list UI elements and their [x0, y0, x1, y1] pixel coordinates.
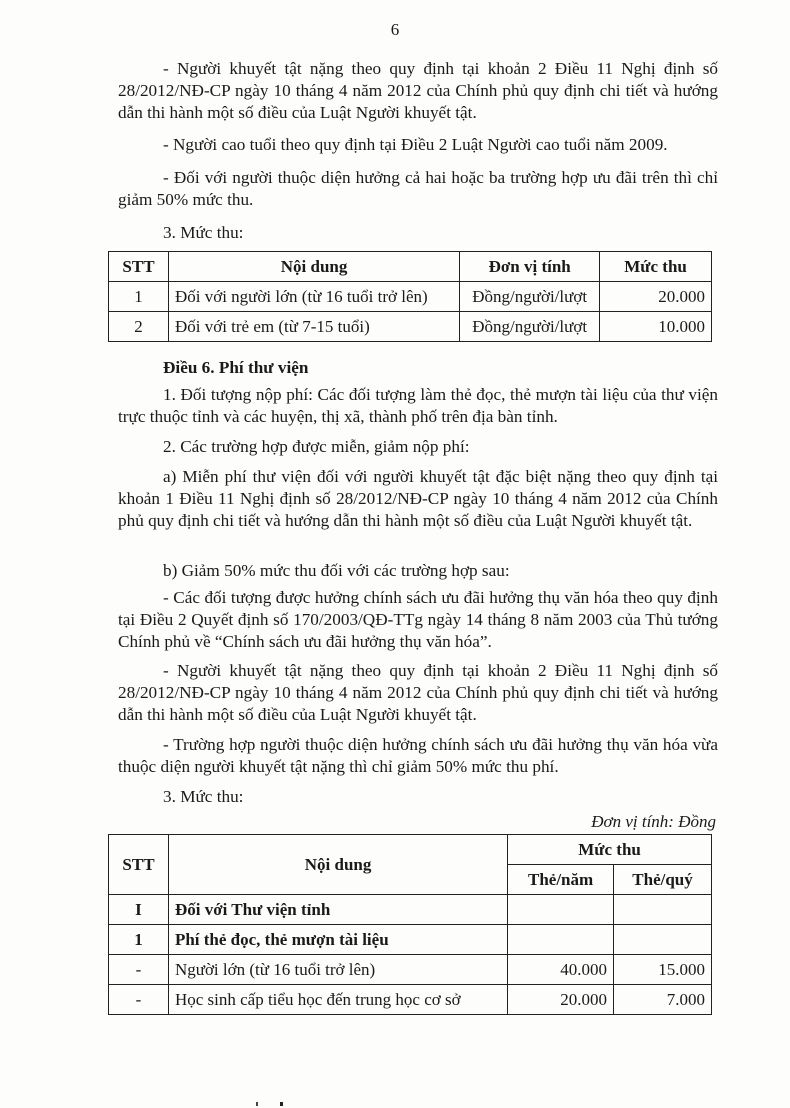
- table-row: [109, 895, 712, 925]
- table-header-row: [109, 252, 712, 282]
- cell-quarter: 15.000: [614, 955, 712, 985]
- header-content: Nội dung: [168, 252, 459, 282]
- cell-quarter: [614, 925, 712, 955]
- header-fee-group: Mức thu: [508, 835, 712, 865]
- cell-fee: 10.000: [600, 312, 712, 342]
- header-unit: Đơn vị tính: [460, 252, 600, 282]
- cell-content: Người lớn (từ 16 tuổi trở lên): [168, 955, 507, 985]
- table-row: [109, 925, 712, 955]
- paragraph-combined-preferences: - Đối với người thuộc diện hưởng cả hai hoặc ba trường hợp ưu đãi trên thì chỉ giảm 50% mức thu.: [118, 168, 718, 209]
- cell-quarter: 7.000: [614, 985, 712, 1015]
- paragraph-fee-payers: 1. Đối tượng nộp phí: Các đối tượng làm thẻ đọc, thẻ mượn tài liệu của thư viện trực thuộc tỉnh và các huyện, thị xã, thành phố trên địa bàn tỉnh.: [118, 385, 718, 426]
- cell-content: Đối với Thư viện tỉnh: [168, 895, 507, 925]
- page-number: 6: [390, 20, 400, 39]
- cell-stt: 1: [109, 282, 169, 312]
- cell-stt: 1: [109, 925, 169, 955]
- cell-content: Đối với trẻ em (từ 7-15 tuổi): [168, 312, 459, 342]
- fee-table-library: [108, 834, 712, 1015]
- cell-year: 40.000: [508, 955, 614, 985]
- section-fee-rate-heading-2: 3. Mức thu:: [163, 787, 244, 806]
- cell-fee: 20.000: [600, 282, 712, 312]
- paragraph-exemptions-heading: 2. Các trường hợp được miễn, giảm nộp phí:: [163, 437, 470, 456]
- scan-artifact: [256, 1102, 283, 1106]
- cell-year: [508, 925, 614, 955]
- cell-unit: Đồng/người/lượt: [460, 312, 600, 342]
- fee-table-museum: [108, 251, 712, 342]
- table-row: [109, 985, 712, 1015]
- cell-stt: 2: [109, 312, 169, 342]
- header-per-quarter: Thẻ/quý: [614, 865, 712, 895]
- paragraph-culture-preference: - Các đối tượng được hưởng chính sách ưu đãi hưởng thụ văn hóa theo quy định tại Điều 2 Quyết định số 170/2003/QĐ-TTg ngày 14 tháng 8 năm 2003 của Thủ tướng Chính phủ về “Chính sách ưu đãi hưởng thụ văn hóa”.: [118, 588, 718, 651]
- cell-stt: -: [109, 955, 169, 985]
- cell-quarter: [614, 895, 712, 925]
- table-header-row: [109, 835, 712, 865]
- paragraph-elderly: - Người cao tuổi theo quy định tại Điều 2 Luật Người cao tuổi năm 2009.: [163, 135, 668, 154]
- cell-year: [508, 895, 614, 925]
- paragraph-severe-disability-library: - Người khuyết tật nặng theo quy định tại khoản 2 Điều 11 Nghị định số 28/2012/NĐ-CP ngày 10 tháng 4 năm 2012 của Chính phủ quy định chi tiết và hướng dẫn thi hành một số điều của Luật Người khuyết tật.: [118, 661, 718, 724]
- table-row: [109, 955, 712, 985]
- header-stt: STT: [109, 252, 169, 282]
- header-stt: STT: [109, 835, 169, 895]
- paragraph-severe-disability: - Người khuyết tật nặng theo quy định tại khoản 2 Điều 11 Nghị định số 28/2012/NĐ-CP ngày 10 tháng 4 năm 2012 của Chính phủ quy định chi tiết và hướng dẫn thi hành một số điều của Luật Người khuyết tật.: [118, 59, 718, 122]
- paragraph-combined-case: - Trường hợp người thuộc diện hưởng chính sách ưu đãi hưởng thụ văn hóa vừa thuộc diện người khuyết tật nặng thì chỉ giảm 50% mức thu phí.: [118, 735, 718, 776]
- unit-note: Đơn vị tính: Đồng: [591, 812, 716, 831]
- cell-unit: Đồng/người/lượt: [460, 282, 600, 312]
- table-row: [109, 282, 712, 312]
- section-fee-rate-heading: 3. Mức thu:: [163, 223, 244, 242]
- cell-stt: I: [109, 895, 169, 925]
- header-fee: Mức thu: [600, 252, 712, 282]
- header-content: Nội dung: [168, 835, 507, 895]
- paragraph-reduction-b: b) Giảm 50% mức thu đối với các trường hợp sau:: [163, 561, 510, 580]
- article-6-title: Điều 6. Phí thư viện: [163, 358, 309, 377]
- cell-stt: -: [109, 985, 169, 1015]
- header-per-year: Thẻ/năm: [508, 865, 614, 895]
- table-row: [109, 312, 712, 342]
- cell-content: Học sinh cấp tiểu học đến trung học cơ sở: [168, 985, 507, 1015]
- paragraph-exemption-a: a) Miễn phí thư viện đối với người khuyết tật đặc biệt nặng theo quy định tại khoản 1 Điều 11 Nghị định số 28/2012/NĐ-CP ngày 10 tháng 4 năm 2012 của Chính phủ quy định chi tiết và hướng dẫn thi hành một số điều của Luật Người khuyết tật.: [118, 467, 718, 530]
- cell-content: Đối với người lớn (từ 16 tuổi trở lên): [168, 282, 459, 312]
- cell-content: Phí thẻ đọc, thẻ mượn tài liệu: [168, 925, 507, 955]
- cell-year: 20.000: [508, 985, 614, 1015]
